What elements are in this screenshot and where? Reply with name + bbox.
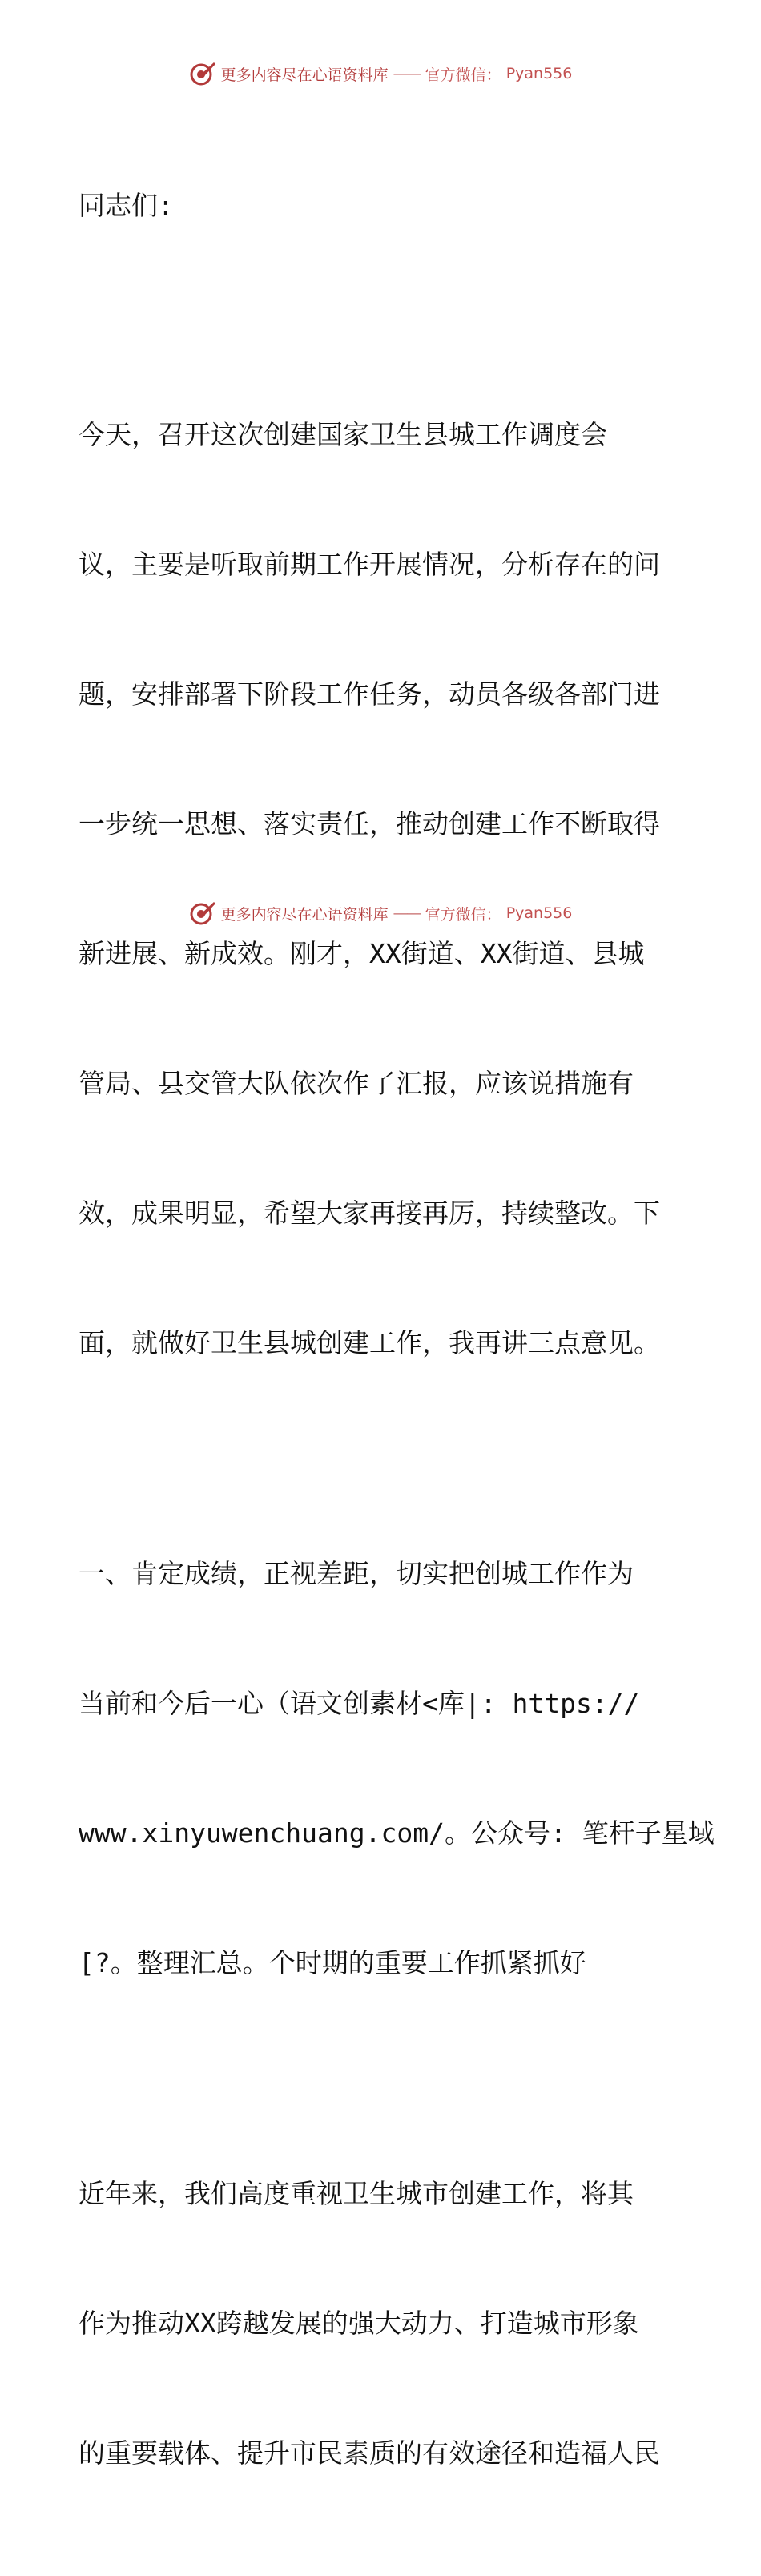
text-line: 今天，召开这次创建国家卫生县城工作调度会 <box>79 419 607 450</box>
text-line: 同志们: <box>79 190 174 221</box>
text-line: 效，成果明显，希望大家再接再厉，持续整改。下 <box>79 1197 660 1229</box>
watermark-wechat-id: Pyan556 <box>505 904 573 922</box>
text-line: 管局、县交管大队依次作了汇报，应该说措施有 <box>79 1068 634 1099</box>
watermark-dash: —— <box>393 904 421 922</box>
paragraph-salutation <box>79 98 687 314</box>
footer-watermark <box>0 897 761 929</box>
text-line: 的重要载体、提升市民素质的有效途径和造福人民 <box>79 2437 660 2469</box>
text-line: [?。整理汇总。个时期的重要工作抓紧抓好 <box>79 1947 586 1978</box>
text-line: 近年来，我们高度重视卫生城市创建工作，将其 <box>79 2178 634 2209</box>
document-body <box>79 98 715 2576</box>
pen-logo-icon <box>189 900 216 927</box>
text-line: www.xinyuwenchuang.com/。公众号: 笔杆子星域 <box>79 1817 715 1849</box>
watermark-wechat-label: 官方微信： <box>425 905 501 924</box>
watermark-dash: —— <box>393 65 421 83</box>
text-line: 当前和今后一心（语文创素材<库|: https:// <box>79 1688 640 1719</box>
text-line: 议，主要是听取前期工作开展情况，分析存在的问 <box>79 549 660 580</box>
watermark-wechat-id: Pyan556 <box>505 65 573 83</box>
paragraph-intro <box>79 327 687 1451</box>
header-watermark <box>0 58 761 90</box>
watermark-wechat-label: 官方微信： <box>425 66 501 84</box>
text-line: 一步统一思想、落实责任，推动创建工作不断取得 <box>79 808 660 839</box>
text-line: 面，就做好卫生县城创建工作，我再讲三点意见。 <box>79 1327 660 1358</box>
paragraph-section-one <box>79 1466 715 2071</box>
pen-logo-icon <box>189 60 216 87</box>
text-line: 题，安排部署下阶段工作任务，动员各级各部门进 <box>79 678 660 710</box>
paragraph-recent-years <box>79 2086 687 2562</box>
text-line: 作为推动XX跨越发展的强大动力、打造城市形象 <box>79 2308 639 2339</box>
watermark-main-text: 更多内容尽在心语资料库 <box>220 905 389 924</box>
text-line: 新进展、新成效。刚才，XX街道、XX街道、县城 <box>79 938 645 969</box>
watermark-main-text: 更多内容尽在心语资料库 <box>220 66 389 84</box>
text-line: 一、肯定成绩，正视差距，切实把创城工作作为 <box>79 1558 634 1589</box>
